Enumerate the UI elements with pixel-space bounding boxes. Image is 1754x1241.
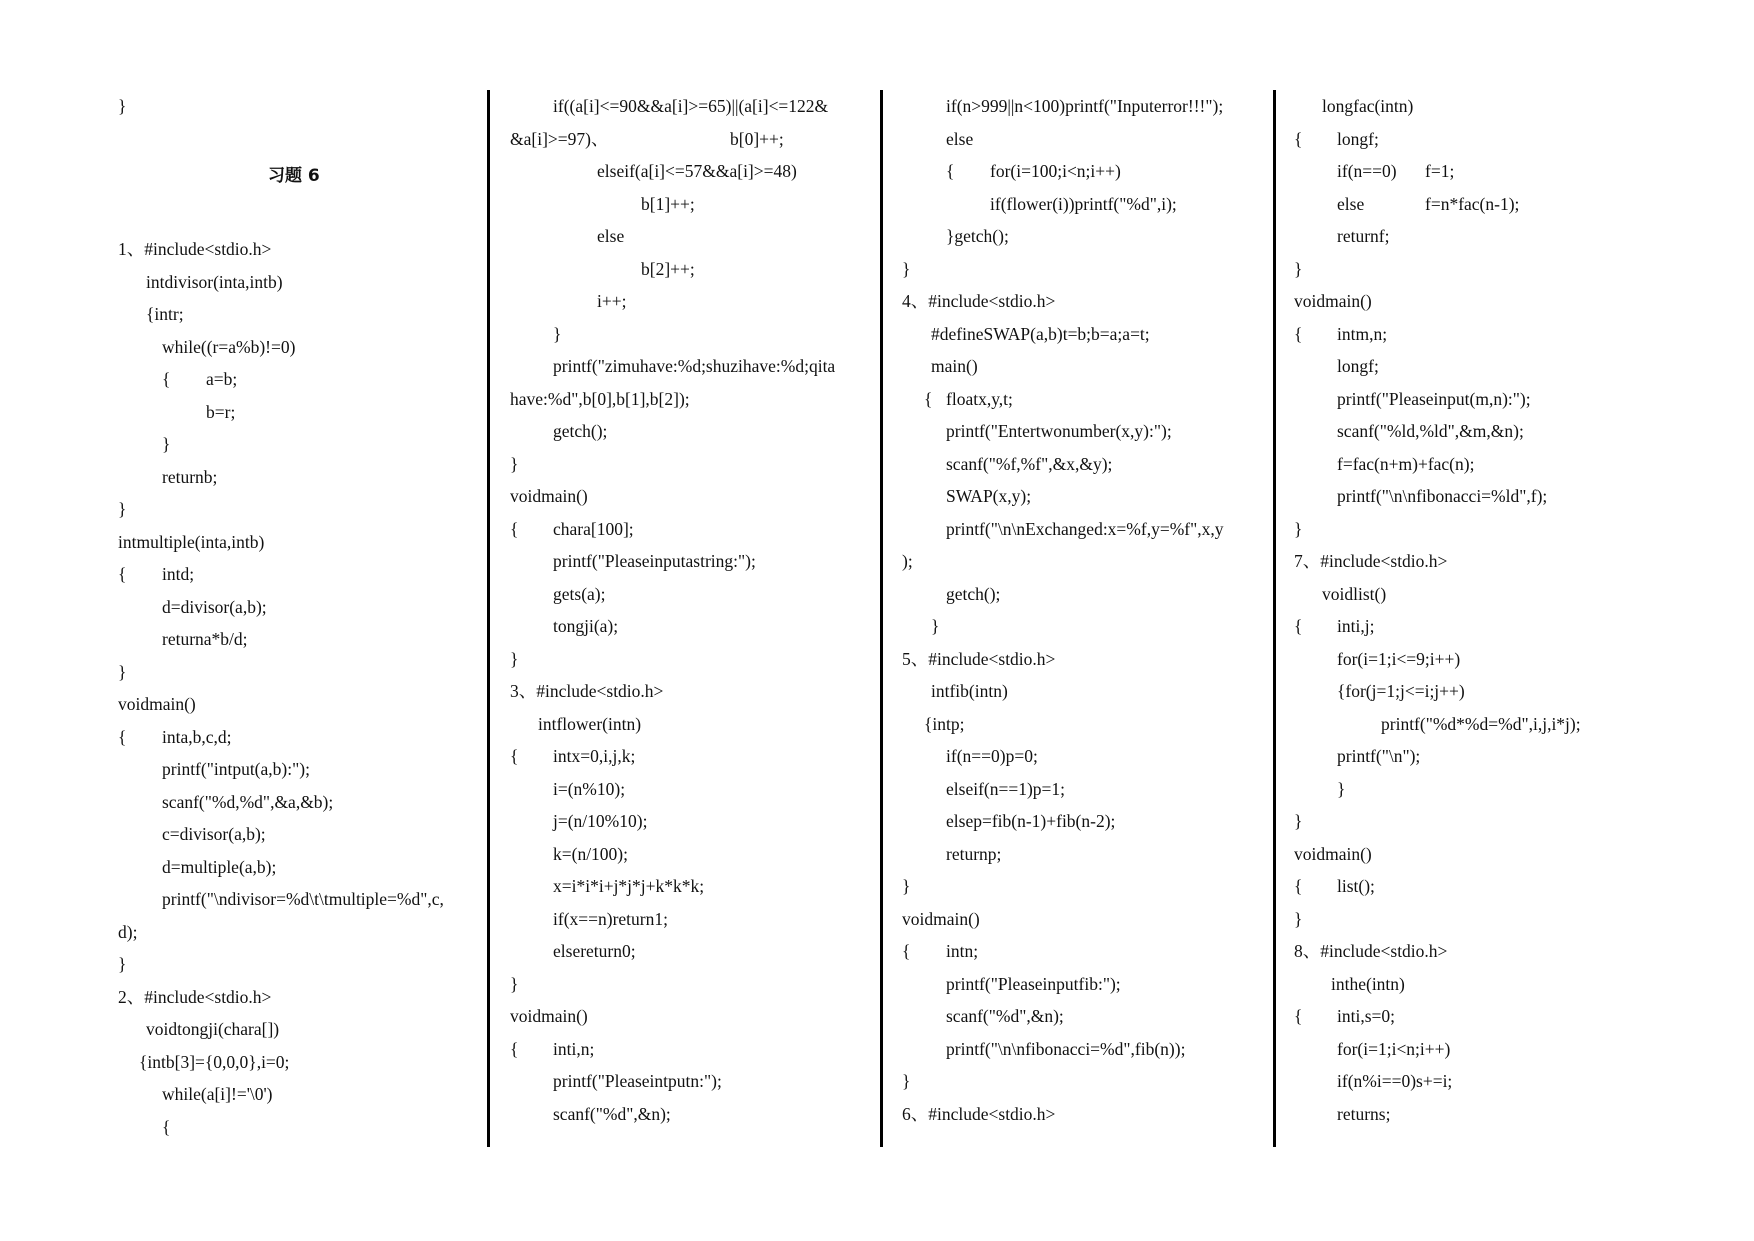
code-line: 8、#include<stdio.h> bbox=[1294, 941, 1448, 961]
code-line: c=divisor(a,b); bbox=[162, 824, 266, 844]
code-line: 6、#include<stdio.h> bbox=[902, 1104, 1056, 1124]
code-line: printf("Pleaseinputastring:"); bbox=[553, 551, 756, 571]
code-line: getch(); bbox=[946, 584, 1001, 604]
code-line: scanf("%ld,%ld",&m,&n); bbox=[1337, 421, 1524, 441]
code-line: voidmain() bbox=[1294, 291, 1372, 311]
code-line: if(n==0)p=0; bbox=[946, 746, 1038, 766]
code-line: { bbox=[510, 1039, 519, 1059]
code-line: returnp; bbox=[946, 844, 1002, 864]
code-line: 4、#include<stdio.h> bbox=[902, 291, 1056, 311]
code-line: voidmain() bbox=[1294, 844, 1372, 864]
code-line: } bbox=[553, 324, 562, 344]
code-line: while(a[i]!='\0') bbox=[162, 1084, 273, 1104]
code-line: &a[i]>=97)、 bbox=[510, 129, 609, 149]
code-line: if(x==n)return1; bbox=[553, 909, 668, 929]
code-line: } bbox=[902, 1071, 911, 1091]
code-line: returnb; bbox=[162, 467, 218, 487]
code-line: voidmain() bbox=[902, 909, 980, 929]
code-line: } bbox=[1337, 779, 1346, 799]
code-line: printf("Entertwonumber(x,y):"); bbox=[946, 421, 1172, 441]
code-line: returnf; bbox=[1337, 226, 1390, 246]
code-line: { bbox=[118, 564, 127, 584]
code-line: b=r; bbox=[206, 402, 236, 422]
code-line: { bbox=[118, 727, 127, 747]
code-line: k=(n/100); bbox=[553, 844, 628, 864]
code-line: 3、#include<stdio.h> bbox=[510, 681, 664, 701]
code-line: printf("intput(a,b):"); bbox=[162, 759, 310, 779]
code-line: intflower(intn) bbox=[538, 714, 642, 734]
code-line: f=n*fac(n-1); bbox=[1425, 194, 1520, 214]
code-line: printf("%d*%d=%d",i,j,i*j); bbox=[1381, 714, 1581, 734]
code-line: printf("Pleaseinput(m,n):"); bbox=[1337, 389, 1531, 409]
code-line: returns; bbox=[1337, 1104, 1391, 1124]
code-line: { bbox=[902, 941, 911, 961]
code-line: if(n==0) bbox=[1337, 161, 1397, 181]
code-line: printf("\n"); bbox=[1337, 746, 1421, 766]
code-line: elseif(a[i]<=57&&a[i]>=48) bbox=[597, 161, 797, 181]
code-line: inta,b,c,d; bbox=[162, 727, 232, 747]
code-line: { bbox=[1294, 1006, 1303, 1026]
code-line: j=(n/10%10); bbox=[553, 811, 648, 831]
code-line: } bbox=[1294, 259, 1303, 279]
code-line: else bbox=[1337, 194, 1365, 214]
code-line: printf("\n\nfibonacci=%d",fib(n)); bbox=[946, 1039, 1186, 1059]
code-line: 2、#include<stdio.h> bbox=[118, 987, 272, 1007]
code-line: intdivisor(inta,intb) bbox=[146, 272, 283, 292]
code-line: getch(); bbox=[553, 421, 608, 441]
code-line: tongji(a); bbox=[553, 616, 619, 636]
code-line: { bbox=[162, 1117, 171, 1137]
code-line: } bbox=[902, 876, 911, 896]
code-line: intm,n; bbox=[1337, 324, 1388, 344]
code-line: intfib(intn) bbox=[931, 681, 1008, 701]
code-line: } bbox=[510, 974, 519, 994]
code-line: voidmain() bbox=[118, 694, 196, 714]
code-line: floatx,y,t; bbox=[946, 389, 1013, 409]
code-line: printf("Pleaseinputfib:"); bbox=[946, 974, 1121, 994]
code-line: } bbox=[902, 259, 911, 279]
column-divider-1 bbox=[487, 90, 490, 1147]
code-line: intx=0,i,j,k; bbox=[553, 746, 636, 766]
code-line: d); bbox=[118, 922, 138, 942]
code-line: { bbox=[946, 161, 955, 181]
code-line: printf("\ndivisor=%d\t\tmultiple=%d",c, bbox=[162, 889, 444, 909]
code-line: } bbox=[118, 96, 127, 116]
code-line: } bbox=[931, 616, 940, 636]
code-line: voidlist() bbox=[1322, 584, 1387, 604]
code-line: printf("\n\nExchanged:x=%f,y=%f",x,y bbox=[946, 519, 1224, 539]
code-line: else bbox=[946, 129, 974, 149]
code-line: f=fac(n+m)+fac(n); bbox=[1337, 454, 1475, 474]
code-line: ); bbox=[902, 551, 913, 571]
code-line: scanf("%d",&n); bbox=[553, 1104, 671, 1124]
code-line: { bbox=[1294, 324, 1303, 344]
code-line: for(i=1;i<n;i++) bbox=[1337, 1039, 1451, 1059]
column-divider-3 bbox=[1273, 90, 1276, 1147]
code-line: i++; bbox=[597, 291, 627, 311]
code-line: printf("zimuhave:%d;shuzihave:%d;qita bbox=[553, 356, 836, 376]
code-line: else bbox=[597, 226, 625, 246]
code-line: 1、#include<stdio.h> bbox=[118, 239, 272, 259]
code-line: printf("Pleaseintputn:"); bbox=[553, 1071, 722, 1091]
code-line: if(n>999||n<100)printf("Inputerror!!!"); bbox=[946, 96, 1224, 116]
code-line: voidtongji(chara[]) bbox=[146, 1019, 280, 1039]
code-line: scanf("%d,%d",&a,&b); bbox=[162, 792, 334, 812]
code-line: } bbox=[118, 499, 127, 519]
code-line: i=(n%10); bbox=[553, 779, 626, 799]
code-line: longf; bbox=[1337, 129, 1379, 149]
code-line: { bbox=[162, 369, 171, 389]
code-line: 5、#include<stdio.h> bbox=[902, 649, 1056, 669]
code-line: } bbox=[1294, 519, 1303, 539]
code-line: while((r=a%b)!=0) bbox=[162, 337, 296, 357]
code-line: {intb[3]={0,0,0},i=0; bbox=[139, 1052, 290, 1072]
code-line: a=b; bbox=[206, 369, 238, 389]
code-line: } bbox=[510, 649, 519, 669]
code-line: { bbox=[1294, 616, 1303, 636]
code-line: list(); bbox=[1337, 876, 1375, 896]
code-line: returna*b/d; bbox=[162, 629, 248, 649]
code-line: inthe(intn) bbox=[1331, 974, 1405, 994]
code-line: scanf("%d",&n); bbox=[946, 1006, 1064, 1026]
code-line: } bbox=[510, 454, 519, 474]
code-line: inti,s=0; bbox=[1337, 1006, 1396, 1026]
code-line: { bbox=[1294, 876, 1303, 896]
code-line: {for(j=1;j<=i;j++) bbox=[1337, 681, 1465, 701]
code-line: } bbox=[118, 954, 127, 974]
code-line: chara[100]; bbox=[553, 519, 634, 539]
code-line: have:%d",b[0],b[1],b[2]); bbox=[510, 389, 690, 409]
code-line: x=i*i*i+j*j*j+k*k*k; bbox=[553, 876, 705, 896]
code-line: } bbox=[118, 662, 127, 682]
code-line: } bbox=[1294, 811, 1303, 831]
code-line: if(n%i==0)s+=i; bbox=[1337, 1071, 1453, 1091]
code-line: for(i=100;i<n;i++) bbox=[990, 161, 1121, 181]
code-line: b[0]++; bbox=[730, 129, 784, 149]
code-line: 7、#include<stdio.h> bbox=[1294, 551, 1448, 571]
code-line: elsereturn0; bbox=[553, 941, 636, 961]
code-line: {intr; bbox=[146, 304, 184, 324]
code-line: intn; bbox=[946, 941, 979, 961]
code-line: }getch(); bbox=[946, 226, 1009, 246]
code-line: printf("\n\nfibonacci=%ld",f); bbox=[1337, 486, 1548, 506]
code-line: b[2]++; bbox=[641, 259, 695, 279]
code-line: intmultiple(inta,intb) bbox=[118, 532, 265, 552]
code-line: for(i=1;i<=9;i++) bbox=[1337, 649, 1461, 669]
code-line: main() bbox=[931, 356, 978, 376]
code-line: { bbox=[510, 746, 519, 766]
code-line: elsep=fib(n-1)+fib(n-2); bbox=[946, 811, 1116, 831]
page-title: 习题 6 bbox=[268, 166, 320, 186]
column-divider-2 bbox=[880, 90, 883, 1147]
code-line: {intp; bbox=[924, 714, 965, 734]
code-line: #defineSWAP(a,b)t=b;b=a;a=t; bbox=[931, 324, 1150, 344]
code-line: d=divisor(a,b); bbox=[162, 597, 267, 617]
code-line: } bbox=[1294, 909, 1303, 929]
code-line: { bbox=[510, 519, 519, 539]
code-line: voidmain() bbox=[510, 1006, 588, 1026]
code-line: scanf("%f,%f",&x,&y); bbox=[946, 454, 1113, 474]
code-line: inti,n; bbox=[553, 1039, 595, 1059]
code-line: inti,j; bbox=[1337, 616, 1375, 636]
code-line: if((a[i]<=90&&a[i]>=65)||(a[i]<=122& bbox=[553, 96, 829, 116]
code-line: if(flower(i))printf("%d",i); bbox=[990, 194, 1177, 214]
code-line: longfac(intn) bbox=[1322, 96, 1414, 116]
code-line: } bbox=[162, 434, 171, 454]
code-line: d=multiple(a,b); bbox=[162, 857, 277, 877]
code-line: voidmain() bbox=[510, 486, 588, 506]
code-line: elseif(n==1)p=1; bbox=[946, 779, 1066, 799]
code-line: { bbox=[1294, 129, 1303, 149]
code-line: { bbox=[924, 389, 933, 409]
code-line: longf; bbox=[1337, 356, 1379, 376]
code-line: b[1]++; bbox=[641, 194, 695, 214]
code-line: SWAP(x,y); bbox=[946, 486, 1032, 506]
code-line: gets(a); bbox=[553, 584, 606, 604]
code-line: f=1; bbox=[1425, 161, 1455, 181]
code-line: intd; bbox=[162, 564, 195, 584]
